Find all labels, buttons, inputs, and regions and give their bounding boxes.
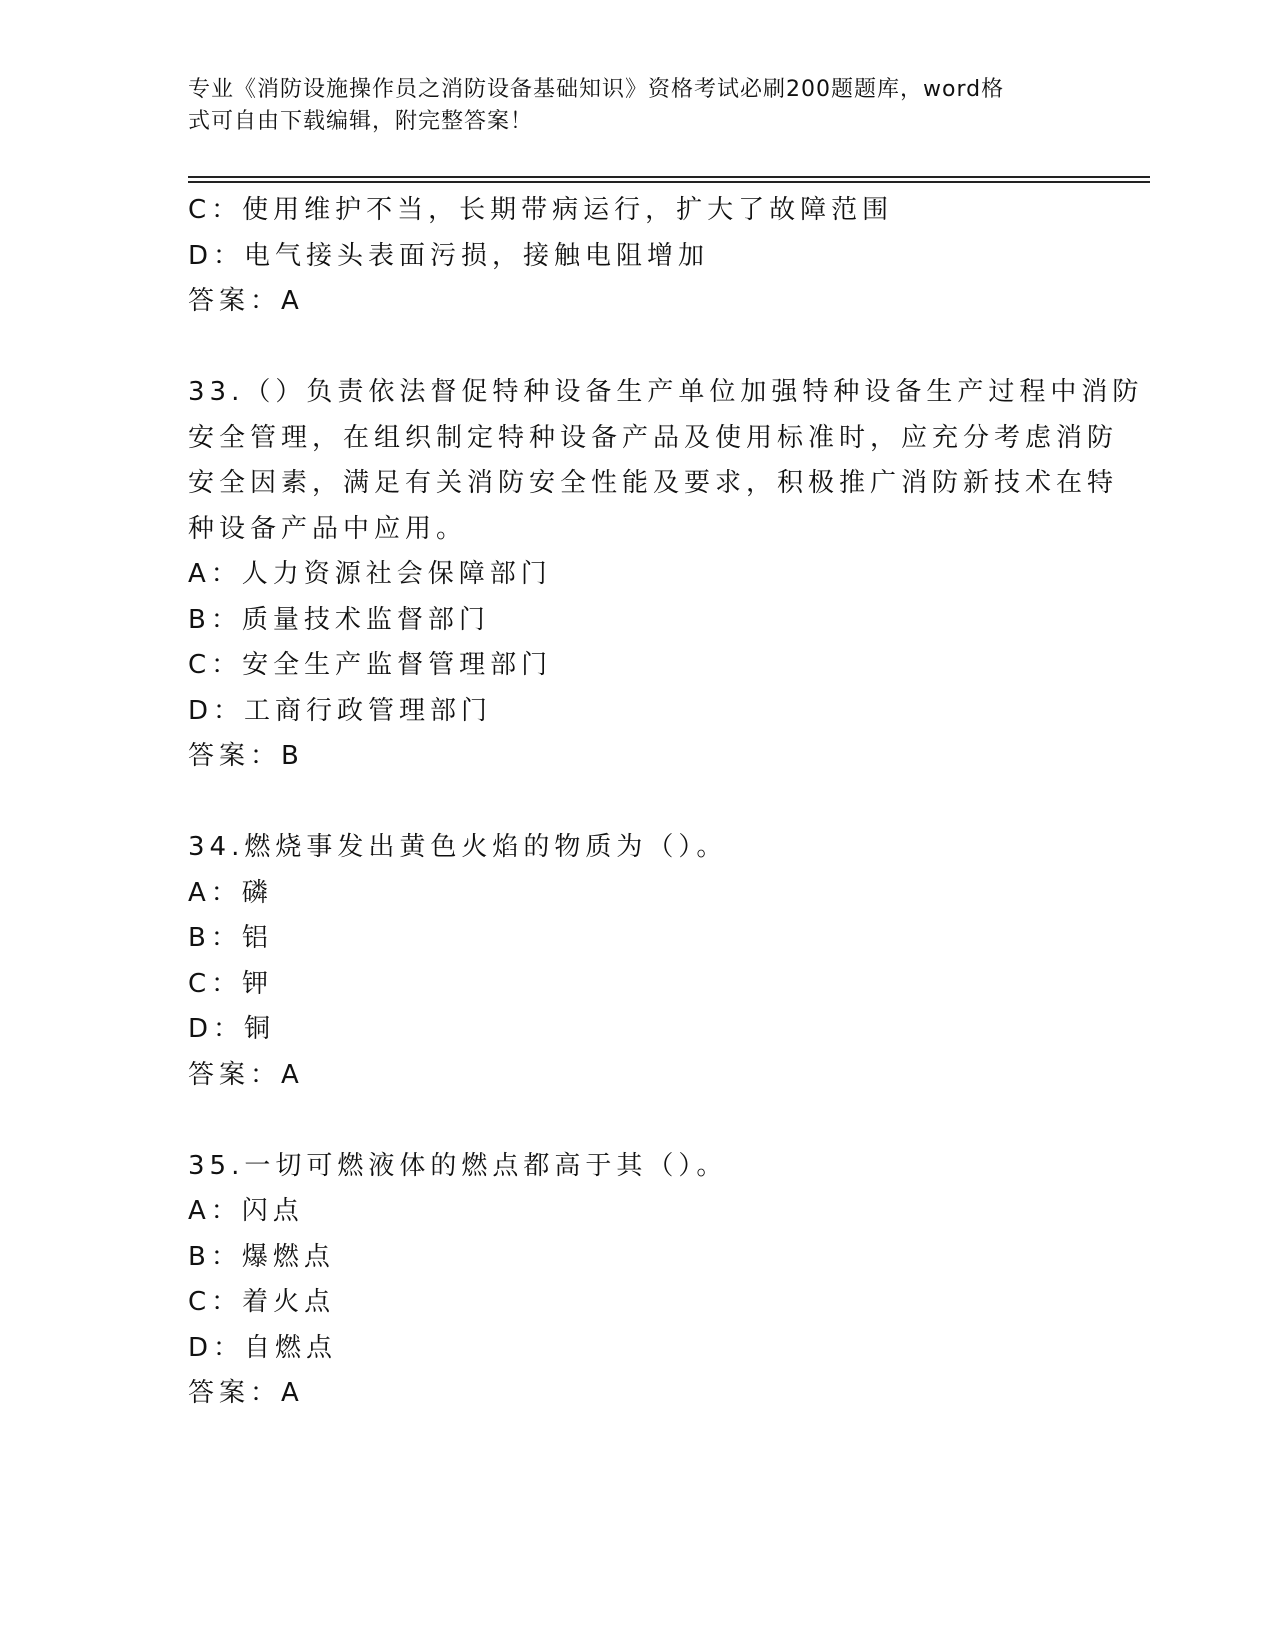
option-d: D：工商行政管理部门 [188, 695, 493, 726]
option-c: C：钾 [188, 968, 274, 999]
question-stem-line: 34.燃烧事发出黄色火焰的物质为（）。 [188, 832, 728, 862]
option-b: B：质量技术监督部门 [188, 604, 490, 635]
option-c: C：着火点 [188, 1287, 336, 1317]
question-stem-line: 种设备产品中应用。 [188, 513, 468, 544]
answer-line: 答案：B [188, 741, 304, 771]
question-content [188, 188, 1144, 1417]
question-34 [188, 825, 1088, 1098]
option-a: A：磷 [188, 877, 273, 908]
continued-question [188, 188, 1088, 325]
option-c: C：安全生产监督管理部门 [188, 650, 553, 680]
header-line-2: 式可自由下载编辑，附完整答案！ [188, 109, 534, 134]
question-stem-line: 安全管理，在组织制定特种设备产品及使用标准时，应充分考虑消防 [188, 422, 1119, 453]
answer-line: 答案：A [188, 1378, 304, 1408]
question-35 [188, 1144, 1088, 1417]
answer-line: 答案：A [188, 1059, 304, 1090]
option-b: B：爆燃点 [188, 1241, 335, 1272]
question-stem-line: 35.一切可燃液体的燃点都高于其（）。 [188, 1150, 728, 1181]
option-d: D：铜 [188, 1014, 276, 1044]
question-stem-line: 33.（）负责依法督促特种设备生产单位加强特种设备生产过程中消防 [188, 377, 1144, 407]
option-d: D：电气接头表面污损，接触电阻增加 [188, 240, 710, 271]
option-a: A：人力资源社会保障部门 [188, 559, 552, 589]
option-a: A：闪点 [188, 1196, 304, 1226]
header-divider-top [188, 176, 1150, 178]
option-b: B：铝 [188, 923, 273, 953]
document-header [188, 74, 1068, 138]
option-d: D：自燃点 [188, 1332, 338, 1363]
answer-line: 答案：A [188, 286, 304, 316]
question-33 [188, 370, 1144, 780]
question-stem-line: 安全因素，满足有关消防安全性能及要求，积极推广消防新技术在特 [188, 468, 1119, 498]
header-divider-bottom [188, 181, 1150, 183]
option-c: C：使用维护不当，长期带病运行，扩大了故障范围 [188, 195, 894, 225]
header-line-1: 专业《消防设施操作员之消防设备基础知识》资格考试必刷200题题库，word格 [188, 77, 1005, 102]
